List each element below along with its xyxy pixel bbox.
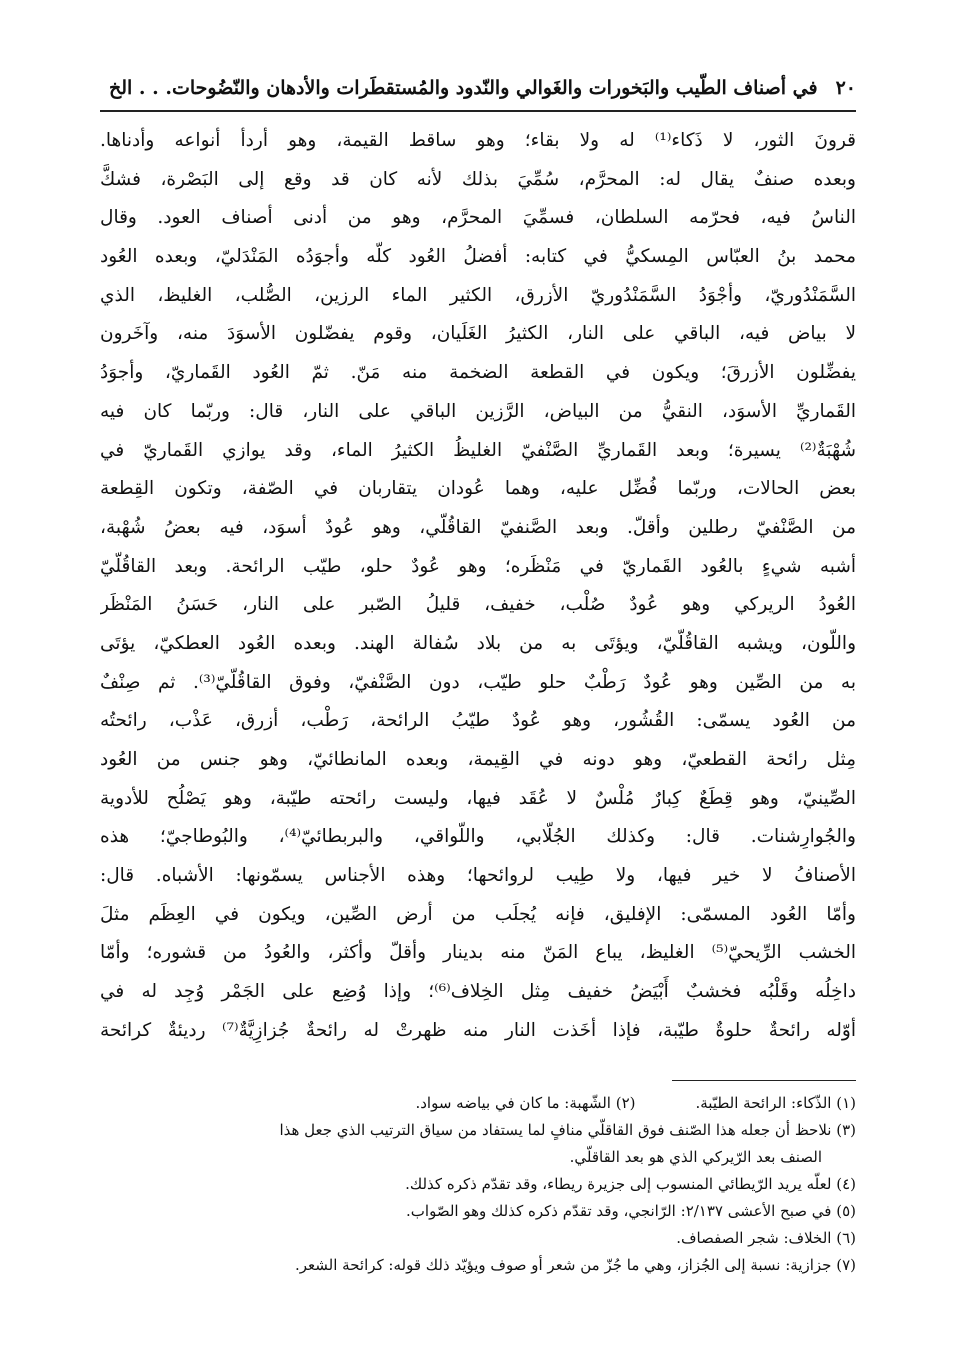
text-line: به من الصِّين وهو عُودٌ رَطْبٌ حلو طيّب، دون الصَّنْفيّ، وفوق القاقُلّيّ⁽³⁾. ثم صِنْفٌ [100, 671, 856, 693]
text-line: محمد بنُ العبّاس المِسكيُّ في كتابه: أفضلُ العُود كلّه وأجوَدُه المَنْدَليّ، وبعده العُود [100, 246, 856, 268]
text-line: أوّله رائحةٌ حلوةٌ طيّبة، فإذا أخَذت النار منه ظهرتْ له رائحةٌ جُزازِيَّةٌ⁽⁷⁾ رديئةٌ كرائحة [100, 1019, 856, 1041]
text-line: الصِّينيّ، وهو قِطَعٌ كِبارٌ مُلْسٌ لا عُقَد فيها، وليست رائحته طيّبة، وهو يَصْلُح للأدوية [100, 787, 856, 809]
page-number: ٢٠ [835, 77, 856, 99]
footnote-5: (٥) في صبح الأعشى ٢/١٣٧: الرّانجي، وقد تقدّم ذكره كذلك وهو الصّواب. [406, 1202, 856, 1220]
text-line: يفضِّلون الأزرقَ؛ ويكون في القطعة الضخمة منه مَنّ. ثمّ العُود القَماريّ، وأجوَدُ [100, 362, 856, 384]
footnote-row [100, 1090, 856, 1117]
text-line: الأصنافُ لا خير فيها، ولا طِيب لروائحها؛ وهذه الأجناس يسمّونها: الأشباه. قال: [100, 865, 856, 887]
header-rule [100, 110, 856, 112]
footnote-rule [672, 1080, 856, 1081]
footnote-3-continued: الصنف بعد الرّيركي الذي هو بعد القاقلّي. [569, 1148, 822, 1166]
text-line: داخِلُه وقَلْبُه فخشبٌ أَبْيَضُ خفيف مِثل الخِلاف⁽⁶⁾؛ وإذا وُضِع على الجَمْر وُجِد له في [100, 981, 856, 1003]
text-line: من العُود يسمّى: القُشُور، وهو عُودٌ طيّبُ الرائحة، رَطْب، أزرق، عَذْب، رائحتُه [100, 710, 856, 732]
text-line: واللّون، ويشبه القاقُلّيّ، ويؤتَى به من بلاد سُفالة الهند. وبعده العُود العطكيّ، يؤتَى [100, 632, 856, 654]
main-text [100, 122, 856, 1051]
text-line: شُهْبَةٌ⁽²⁾ يسيرة؛ وبعد القَماريِّ الصَّنْفيّ الغليظُ الكثيرُ الماء، وقد يوازي القَماريّ في [100, 439, 856, 461]
footnote-1: (١) الذّكاء: الرائحة الطيّبة. [695, 1094, 856, 1112]
text-line: مِثل رائحة القطعيّ، وهو دونه في القِيمة، وبعده المانطائيّ، وهو جنس من العُود [100, 749, 856, 770]
running-header [100, 70, 856, 106]
text-line: الخشب الرِّيحيّ⁽⁵⁾ الغليظ، يباع المَنّ منه بدينار وأقلّ وأكثر، والعُودُ من قشوره؛ وأمّا [100, 942, 856, 964]
footnotes [100, 1090, 856, 1279]
text-line: السَّمَنْدُوريّ، وأجْوَدُ السَّمَنْدُوريّ الأزرق، الكثير الماء الرزين، الصُّلب، الغليظ، الذي [100, 284, 856, 306]
text-line: من الصَّنْفيّ رطلين وأقلّ. وبعد الصَّنفيّ القاقُلّي، وهو عُودٌ أسوَد، فيه بعضُ شُهْبة، [100, 516, 856, 538]
footnote-2: (٢) الشّهبة: ما كان في بياضه سواد. [415, 1094, 636, 1112]
text-line: العُودُ الريركي وهو عُودٌ صُلْب، خفيف، قليلُ الصّبر على النار، حَسَنُ المَنْظَر [100, 594, 856, 616]
text-line: وأمّا العُود المسمّى: الإفليق، فإنه يُجلَب من أرض الصِّين، ويكون في العِظَم مثلَ [100, 903, 856, 925]
text-line: قرونَ الثور، لا ذَكاء⁽¹⁾ له ولا بقاء؛ وهو ساقط القيمة، وهو أردأ أنواعه وأدناها. [100, 130, 856, 151]
footnote-6: (٦) الخلاف: شجر الصفصاف. [676, 1229, 856, 1247]
text-line: القَماريِّ الأسوَد، النقيُّ من البياض، الرَّزين الباقي على النار، قال: وربّما كان فيه [100, 400, 856, 422]
footnote-4: (٤) لعلّه يريد الرّيطائي المنسوب إلى جزيرة ريطاء، وقد تقدّم ذكره كذلك. [405, 1175, 856, 1193]
text-line: لا بياض فيه، الباقي على النار، الكثيرُ الغَلَيان، وقوم يفضّلون الأسوَدَ منه، وآخَرون [100, 323, 856, 345]
footnote-3: (٣) نلاحظ أن جعله هذا الصّنف فوق القاقلّي منافٍ لما يستفاد من سياق الترتيب الذي جعل هذا [279, 1121, 856, 1139]
footnote-7: (٧) جزازية: نسبة إلى الجُزاز، وهي ما جُزّ من شعر أو صوف ويؤيّد ذلك قوله: كرائحة الشعر. [295, 1256, 856, 1274]
text-line: بعض الحالات، وربّما فُضِّل عليه، وهما عُودان يتقاربان في الصّفة، وتكون القِطعة [100, 478, 856, 500]
text-line: أشبه شيءٍ بالعُود القَماريّ في مَنْظَره؛ وهو عُودٌ حلو، طيّب الرائحة. وبعد القاقُلّيّ [100, 555, 856, 577]
text-line: الناسُ فيه، فحرّمه السلطان، فسمِّيَ المحرَّم، وهو من أدنى أصناف العود. وقال [100, 207, 856, 229]
text-line: والجُوارِشنات. قال: وكذلك الجُلّابي، واللّواقي، والبربطائيّ⁽⁴⁾، والبُوطاجيّ؛ هذه [100, 826, 856, 848]
text-line: وبعده صنفٌ يقال له: المحرَّم، سُمِّيَ بذلك لأنه كان قد وقع إلى البَصْرة، فشكَّ [100, 168, 856, 190]
running-title: في أصناف الطّيب والبَخورات والغَوالي والنّدود والمُستقطَرات والأدهان والنّضُوحات. . . الخ [108, 77, 818, 99]
